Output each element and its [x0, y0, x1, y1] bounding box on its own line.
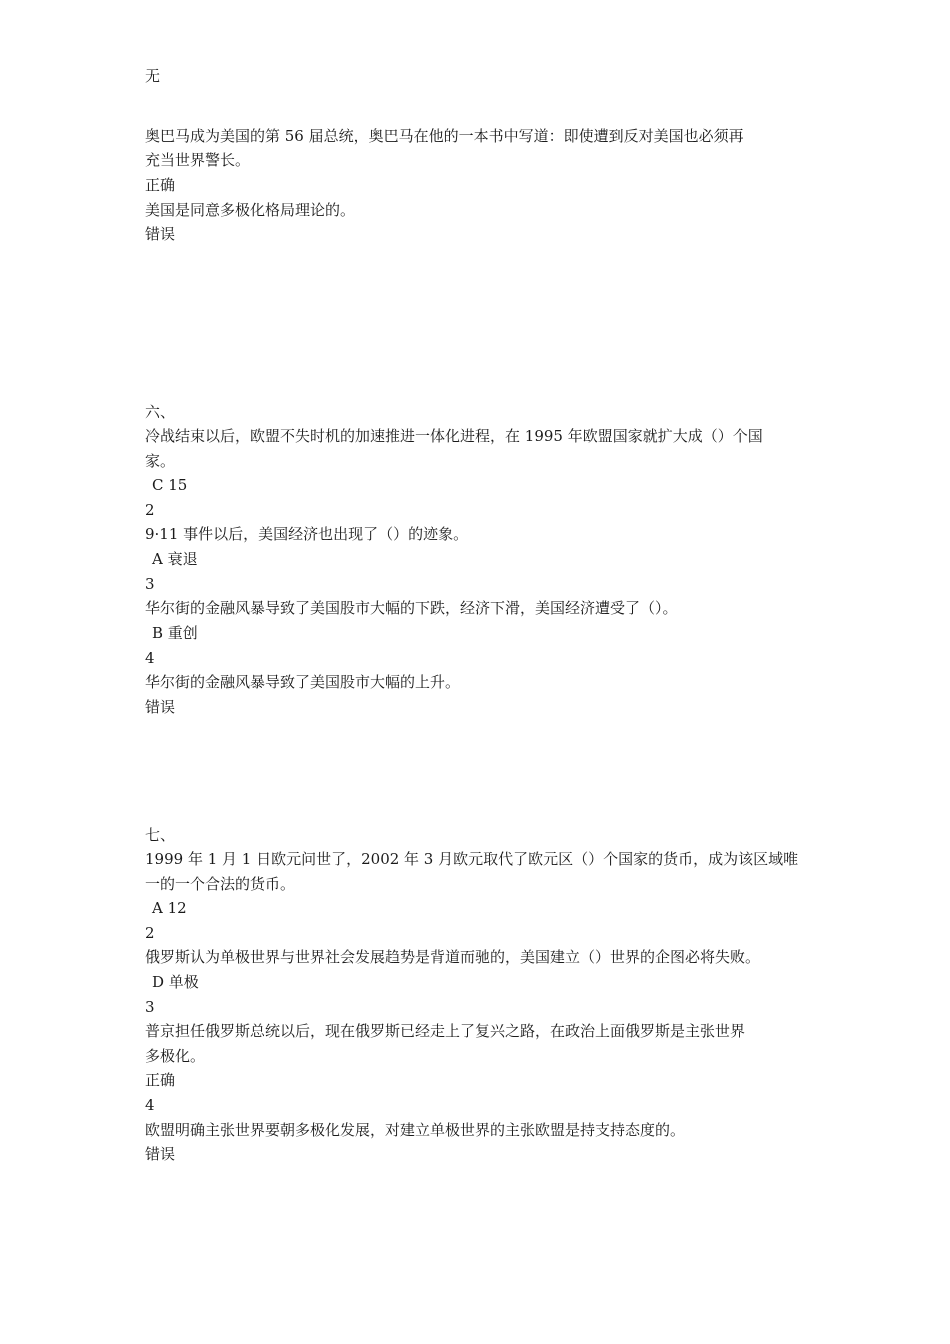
question-number: 4 [145, 1096, 155, 1114]
question-text: 俄罗斯认为单极世界与世界社会发展趋势是背道而驰的，美国建立（）世界的企图必将失败。 [145, 948, 761, 966]
section-heading: 六、 [145, 403, 176, 421]
answer-text: 正确 [145, 1071, 176, 1089]
answer-text: 错误 [145, 225, 176, 243]
question-number: 3 [145, 575, 155, 593]
question-text: 冷战结束以后，欧盟不失时机的加速推进一体化进程，在 1995 年欧盟国家就扩大成（）个国 [145, 427, 763, 445]
answer-text: 错误 [145, 698, 176, 716]
question-number: 2 [145, 501, 155, 519]
question-text: 一的一个合法的货币。 [145, 875, 296, 893]
question-text: 奥巴马成为美国的第 56 届总统，奥巴马在他的一本书中写道：即使遭到反对美国也必须再 [145, 127, 744, 145]
answer-text: B 重创 [152, 624, 198, 642]
question-text: 多极化。 [145, 1047, 206, 1065]
question-number: 4 [145, 649, 155, 667]
question-text: 欧盟明确主张世界要朝多极化发展，对建立单极世界的主张欧盟是持支持态度的。 [145, 1121, 686, 1139]
question-text: 华尔街的金融风暴导致了美国股市大幅的上升。 [145, 673, 461, 691]
answer-text: 无 [145, 67, 161, 85]
question-text: 1999 年 1 月 1 日欧元问世了，2002 年 3 月欧元取代了欧元区（）个国家的货币，成为该区域唯 [145, 850, 799, 868]
question-text: 9·11 事件以后，美国经济也出现了（）的迹象。 [145, 525, 469, 543]
question-text: 家。 [145, 452, 176, 470]
answer-text: A 12 [152, 899, 187, 917]
question-text: 充当世界警长。 [145, 151, 251, 169]
answer-text: 错误 [145, 1145, 176, 1163]
question-text: 普京担任俄罗斯总统以后，现在俄罗斯已经走上了复兴之路，在政治上面俄罗斯是主张世界 [145, 1022, 746, 1040]
question-text: 华尔街的金融风暴导致了美国股市大幅的下跌，经济下滑，美国经济遭受了（）。 [145, 599, 678, 617]
question-number: 2 [145, 924, 155, 942]
question-text: 美国是同意多极化格局理论的。 [145, 201, 356, 219]
question-number: 3 [145, 998, 155, 1016]
answer-text: D 单极 [152, 973, 199, 991]
answer-text: A 衰退 [152, 550, 198, 568]
section-heading: 七、 [145, 826, 176, 844]
answer-text: C 15 [152, 476, 188, 494]
answer-text: 正确 [145, 176, 176, 194]
